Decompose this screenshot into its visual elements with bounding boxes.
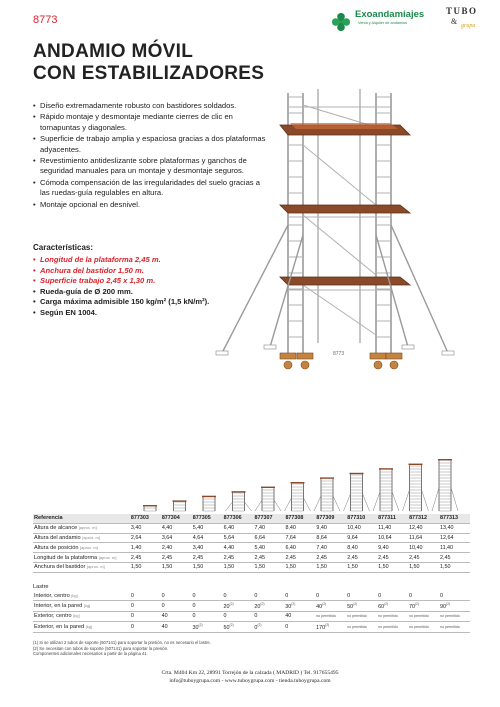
spec-cell: 3,64 (161, 533, 192, 543)
mini-scaffold (314, 477, 340, 511)
spec-cell: 877311 (377, 514, 408, 523)
footer-address: Crta. M404 Km 22, 28991 Torrejón de la calzada ( MADRID ) Tel. 917655495 (161, 670, 339, 676)
spec-cell: 10,40 (346, 523, 377, 533)
characteristics-heading: Características: (33, 243, 94, 252)
lastre-cell: 0 (192, 591, 223, 601)
mini-scaffold (344, 473, 370, 511)
spec-cell: 3,40 (130, 523, 161, 533)
lastre-cell: 0 (408, 591, 439, 601)
spec-cell: 10,64 (377, 533, 408, 543)
lastre-cell: no permitido (408, 622, 439, 632)
lastre-cell: no permitido (439, 622, 470, 632)
lastre-row (33, 611, 470, 621)
partner-logo: TUBO (446, 6, 478, 16)
lastre-cell: 0 (222, 611, 253, 621)
feature-item: • Cómoda compensación de las irregularidades del suelo gracias a las ruedas-guía regulables en altura. (33, 178, 268, 199)
partner-sub: grupa (461, 23, 476, 29)
spec-label: Referencia (33, 514, 130, 523)
spec-cell: 8,40 (346, 543, 377, 553)
mini-scaffold (173, 500, 187, 511)
lastre-cell: 50$^{(2)}$ (222, 622, 253, 632)
lastre-cell: 90$^{(2)}$ (439, 601, 470, 611)
spec-cell: 6,40 (223, 523, 254, 533)
spec-cell: 11,40 (377, 523, 408, 533)
lastre-cell: 40 (284, 611, 315, 621)
spec-cell: 11,40 (439, 543, 470, 553)
page-title (33, 41, 264, 85)
notes (33, 640, 333, 657)
spec-row (33, 514, 470, 523)
spec-cell: 4,40 (161, 523, 192, 533)
lastre-cell: no permitido (377, 622, 408, 632)
spec-cell: 9,40 (377, 543, 408, 553)
lastre-cell: 0$^{(2)}$ (253, 622, 284, 632)
lastre-cell: 0 (346, 591, 377, 601)
note-3: Componentes adicionales necesarios a partir de la página 41. (33, 651, 148, 657)
spec-row (33, 553, 470, 563)
lastre-cell: 170$^{(2)}$ (315, 622, 346, 632)
lastre-cell: 0 (130, 622, 161, 632)
mini-scaffold (255, 487, 281, 511)
spec-cell: 8,64 (315, 533, 346, 543)
spec-cell: 1,50 (408, 562, 439, 572)
lastre-label: Interior, en la pared [kg] (33, 601, 130, 611)
brand-name: Exoandamiajes (355, 9, 425, 20)
spec-cell: 877305 (192, 514, 223, 523)
spec-cell: 1,50 (346, 562, 377, 572)
mini-scaffold (403, 464, 429, 511)
spec-cell: 7,40 (254, 523, 285, 533)
spec-cell: 1,50 (439, 562, 470, 572)
partner-amp: & (451, 17, 458, 26)
spec-row (33, 523, 470, 533)
brand-tagline: Venta y Alquiler de andamios (358, 21, 407, 25)
spec-cell: 1,50 (254, 562, 285, 572)
spec-cell: 2,40 (161, 543, 192, 553)
feature-item: • Revestimiento antideslizante sobre plataformas y ganchos de seguridad manuales para un montaje y desmontaje seguros. (33, 156, 268, 177)
lastre-cell: 0 (192, 601, 223, 611)
spec-cell: 2,45 (346, 553, 377, 563)
mini-scaffold (432, 459, 458, 511)
lastre-cell: 20$^{(2)}$ (253, 601, 284, 611)
spec-cell: 5,40 (254, 543, 285, 553)
lastre-cell: no permitido (346, 611, 377, 621)
feature-item: • Montaje opcional en desnivel. (33, 200, 268, 210)
spec-cell: 3,40 (192, 543, 223, 553)
lastre-table (33, 591, 470, 633)
lastre-cell: 50$^{(2)}$ (346, 601, 377, 611)
spec-cell: 11,64 (408, 533, 439, 543)
lastre-cell: 40 (161, 622, 192, 632)
note-1: (1) Si se utilizan 2 tubos de soporte (507141) para soportar la presión, no es necesario el lastre. (33, 640, 211, 645)
lastre-cell: 0 (130, 591, 161, 601)
spec-cell: 2,45 (223, 553, 254, 563)
spec-cell: 2,45 (192, 553, 223, 563)
lastre-cell: 0 (192, 611, 223, 621)
lastre-cell: no permitido (408, 611, 439, 621)
spec-cell: 877310 (346, 514, 377, 523)
mini-scaffold (202, 496, 216, 511)
spec-row (33, 543, 470, 553)
title-line-2: CON ESTABILIZADORES (33, 63, 265, 84)
lastre-cell: 40 (161, 611, 192, 621)
note-2: (2) Se necesitan con tubos de soporte (507141) para soportar la presión. (33, 645, 169, 651)
lastre-row (33, 591, 470, 601)
spec-cell: 2,45 (439, 553, 470, 563)
lastre-cell: no permitido (377, 611, 408, 621)
lastre-cell: 0 (253, 591, 284, 601)
spec-cell: 13,40 (439, 523, 470, 533)
lastre-cell: 0 (439, 591, 470, 601)
feature-item: • Diseño extremadamente robusto con bastidores soldados. (33, 101, 268, 111)
lastre-cell: 20$^{(2)}$ (222, 601, 253, 611)
lastre-cell: 30$^{(2)}$ (284, 601, 315, 611)
lastre-cell: 0 (253, 611, 284, 621)
spec-cell: 9,64 (346, 533, 377, 543)
lastre-cell: no permitido (315, 611, 346, 621)
mini-scaffold (373, 468, 399, 511)
footer-contact[interactable]: info@tuboygrupa.com - www.tuboygrupa.com - tienda.tuboygrupa.com (169, 678, 331, 684)
lastre-cell: 0 (284, 591, 315, 601)
spec-cell: 1,50 (130, 562, 161, 572)
spec-cell: 2,45 (130, 553, 161, 563)
spec-cell: 2,45 (254, 553, 285, 563)
spec-label: Altura de posición [aprox. m] (33, 543, 130, 553)
spec-cell: 12,40 (408, 523, 439, 533)
lastre-cell: 70$^{(2)}$ (408, 601, 439, 611)
spec-cell: 4,64 (192, 533, 223, 543)
spec-cell: 877306 (223, 514, 254, 523)
spec-cell: 4,40 (223, 543, 254, 553)
lastre-cell: 0 (284, 622, 315, 632)
lastre-label: Exterior, en la pared [kg] (33, 622, 130, 632)
lastre-cell: 0 (315, 591, 346, 601)
spec-cell: 2,45 (377, 553, 408, 563)
lastre-row (33, 622, 470, 632)
spec-cell: 877303 (130, 514, 161, 523)
spec-cell: 2,45 (284, 553, 315, 563)
spec-cell: 1,50 (223, 562, 254, 572)
lastre-cell: no permitido (346, 622, 377, 632)
spec-cell: 5,64 (223, 533, 254, 543)
spec-cell: 1,50 (192, 562, 223, 572)
spec-cell: 7,64 (284, 533, 315, 543)
characteristic-item: • Según EN 1004. (33, 308, 268, 319)
spec-cell: 1,50 (284, 562, 315, 572)
spec-cell: 877304 (161, 514, 192, 523)
lastre-cell: 0 (130, 601, 161, 611)
spec-table (33, 514, 470, 573)
mini-scaffold (226, 491, 252, 511)
title-line-1: ANDAMIO MÓVIL (33, 41, 194, 62)
spec-cell: 7,40 (315, 543, 346, 553)
lastre-cell: 0 (222, 591, 253, 601)
spec-cell: 877308 (284, 514, 315, 523)
spec-cell: 9,40 (315, 523, 346, 533)
characteristic-item: • Anchura del bastidor 1,50 m. (33, 266, 268, 277)
lastre-cell: no permitido (439, 611, 470, 621)
illustration-label: 8773 (333, 351, 345, 357)
mini-scaffold (285, 482, 311, 511)
lastre-cell: 40$^{(2)}$ (315, 601, 346, 611)
lastre-cell: 0 (161, 591, 192, 601)
spec-cell: 2,45 (161, 553, 192, 563)
characteristic-item: • Superficie trabajo 2,45 x 1,30 m. (33, 276, 268, 287)
spec-cell: 12,64 (439, 533, 470, 543)
scaffold-size-row (130, 455, 470, 515)
lastre-cell: 30$^{(2)}$ (192, 622, 223, 632)
lastre-row (33, 601, 470, 611)
spec-label: Altura del andamio [aprox. m] (33, 533, 130, 543)
lastre-label: Exterior, centro [kg] (33, 611, 130, 621)
spec-label: Altura de alcance [aprox. m] (33, 523, 130, 533)
spec-cell: 6,64 (254, 533, 285, 543)
lastre-cell: 60$^{(2)}$ (377, 601, 408, 611)
spec-cell: 877307 (254, 514, 285, 523)
spec-cell: 1,50 (315, 562, 346, 572)
spec-cell: 2,45 (315, 553, 346, 563)
lastre-heading: Lastre (33, 584, 49, 590)
spec-cell: 6,40 (284, 543, 315, 553)
spec-row (33, 562, 470, 572)
spec-label: Anchura del bastidor [aprox. m] (33, 562, 130, 572)
spec-cell: 8,40 (284, 523, 315, 533)
spec-cell: 1,40 (130, 543, 161, 553)
lastre-cell: 0 (130, 611, 161, 621)
spec-row (33, 533, 470, 543)
spec-cell: 877312 (408, 514, 439, 523)
product-code: 8773 (33, 14, 58, 26)
spec-cell: 5,40 (192, 523, 223, 533)
characteristic-item: • Carga máxima admisible 150 kg/m² (1,5 kN/m²). (33, 297, 268, 308)
lastre-cell: 0 (161, 601, 192, 611)
characteristic-item: • Longitud de la plataforma 2,45 m. (33, 255, 268, 266)
lastre-label: Interior, centro [kg] (33, 591, 130, 601)
characteristic-item: • Rueda-guía de Ø 200 mm. (33, 287, 268, 298)
spec-cell: 2,45 (408, 553, 439, 563)
spec-label: Longitud de la plataforma [aprox. m] (33, 553, 130, 563)
lastre-cell: 0 (377, 591, 408, 601)
spec-cell: 1,50 (161, 562, 192, 572)
feature-item: • Superficie de trabajo amplia y espaciosa gracias a dos plataformas adyacentes. (33, 134, 268, 155)
scaffold-illustration (200, 85, 465, 385)
spec-cell: 2,64 (130, 533, 161, 543)
spec-cell: 877313 (439, 514, 470, 523)
feature-item: • Rápido montaje y desmontaje mediante cierres de clic en tornapuntas y diagonales. (33, 112, 268, 133)
spec-cell: 10,40 (408, 543, 439, 553)
mini-scaffold (143, 505, 157, 511)
spec-cell: 1,50 (377, 562, 408, 572)
spec-cell: 877309 (315, 514, 346, 523)
